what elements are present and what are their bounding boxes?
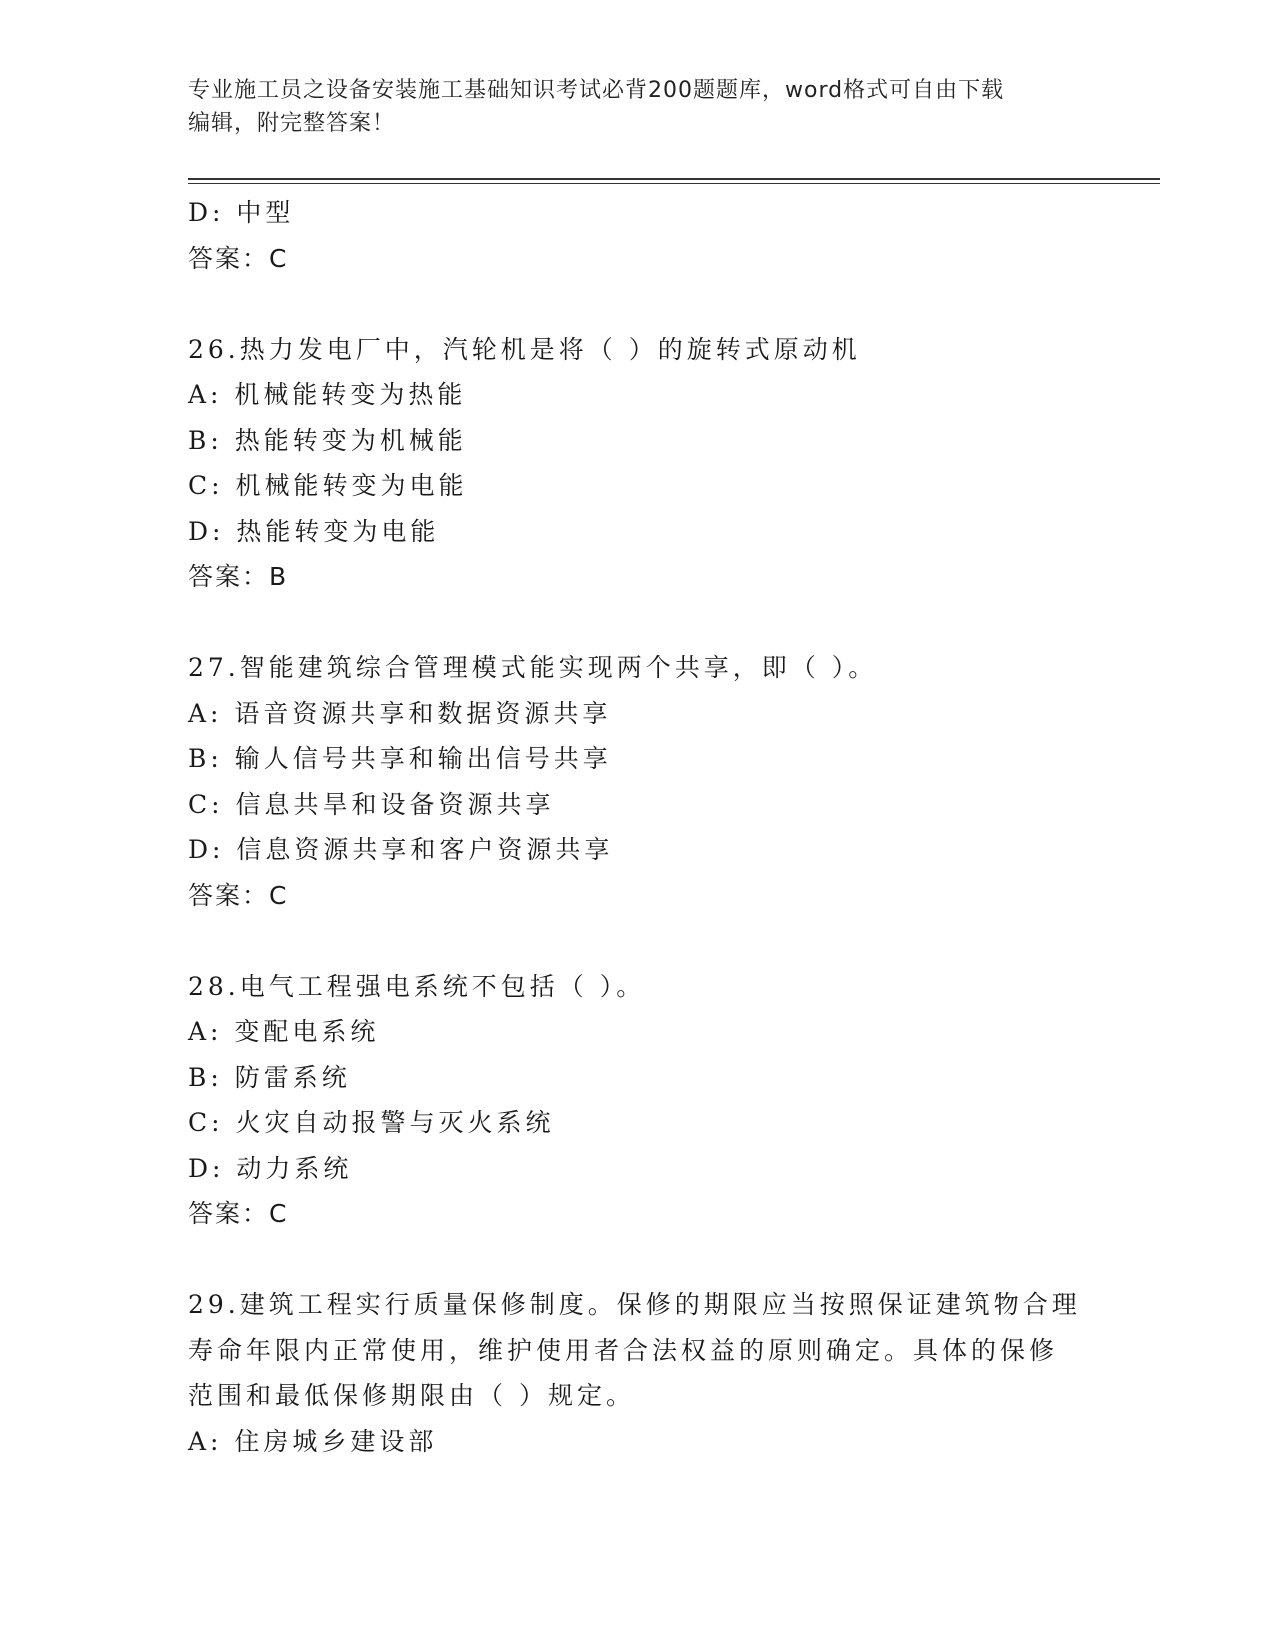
spacer <box>188 281 1088 327</box>
question-26-option-b: B: 热能转变为机械能 <box>188 425 467 455</box>
question-28-option-d: D: 动力系统 <box>188 1153 353 1183</box>
question-26-answer: 答案：B <box>188 562 289 591</box>
header-divider-thick <box>188 178 1160 180</box>
question-27-answer: 答案：C <box>188 880 289 910</box>
question-29-stem-line-1: 29.建筑工程实行质量保修制度。保修的期限应当按照保证建筑物合理 <box>188 1290 1081 1319</box>
prev-question-option-d: D: 中型 <box>188 198 295 227</box>
question-29-option-a: A: 住房城乡建设部 <box>188 1426 438 1456</box>
question-29-stem-line-2: 寿命年限内正常使用，维护使用者合法权益的原则确定。具体的保修 <box>188 1335 1059 1365</box>
question-27-stem: 27.智能建筑综合管理模式能实现两个共享，即（ ）。 <box>188 653 878 682</box>
question-27-option-b: B: 输人信号共享和输出信号共享 <box>188 744 612 773</box>
question-28-stem: 28.电气工程强电系统不包括（ ）。 <box>188 971 646 1001</box>
question-28-option-c: C: 火灾自动报警与灭火系统 <box>188 1108 555 1137</box>
question-content <box>188 190 1088 1464</box>
header-title-line-2: 编辑，附完整答案！ <box>188 111 396 136</box>
question-27-option-c: C: 信息共旱和设备资源共享 <box>188 789 555 819</box>
header-title-line-1: 专业施工员之设备安装施工基础知识考试必背200题题库，word格式可自由下载 <box>188 78 1005 103</box>
prev-question-answer: 答案：C <box>188 243 289 273</box>
spacer <box>188 600 1088 646</box>
document-header <box>188 74 1088 140</box>
question-27-option-a: A: 语音资源共享和数据资源共享 <box>188 698 612 728</box>
question-26-option-d: D: 热能转变为电能 <box>188 516 440 546</box>
question-26-option-c: C: 机械能转变为电能 <box>188 471 468 500</box>
question-27-option-d: D: 信息资源共享和客户资源共享 <box>188 835 614 864</box>
question-26-option-a: A: 机械能转变为热能 <box>188 380 467 409</box>
question-28-option-b: B: 防雷系统 <box>188 1062 351 1092</box>
question-26-stem: 26.热力发电厂中，汽轮机是将（ ）的旋转式原动机 <box>188 334 861 364</box>
question-29-stem-line-3: 范围和最低保修期限由（ ）规定。 <box>188 1381 635 1410</box>
spacer <box>188 1237 1088 1283</box>
question-28-option-a: A: 变配电系统 <box>188 1017 380 1046</box>
question-28-answer: 答案：C <box>188 1199 289 1228</box>
header-divider-thin <box>188 183 1160 184</box>
spacer <box>188 918 1088 964</box>
